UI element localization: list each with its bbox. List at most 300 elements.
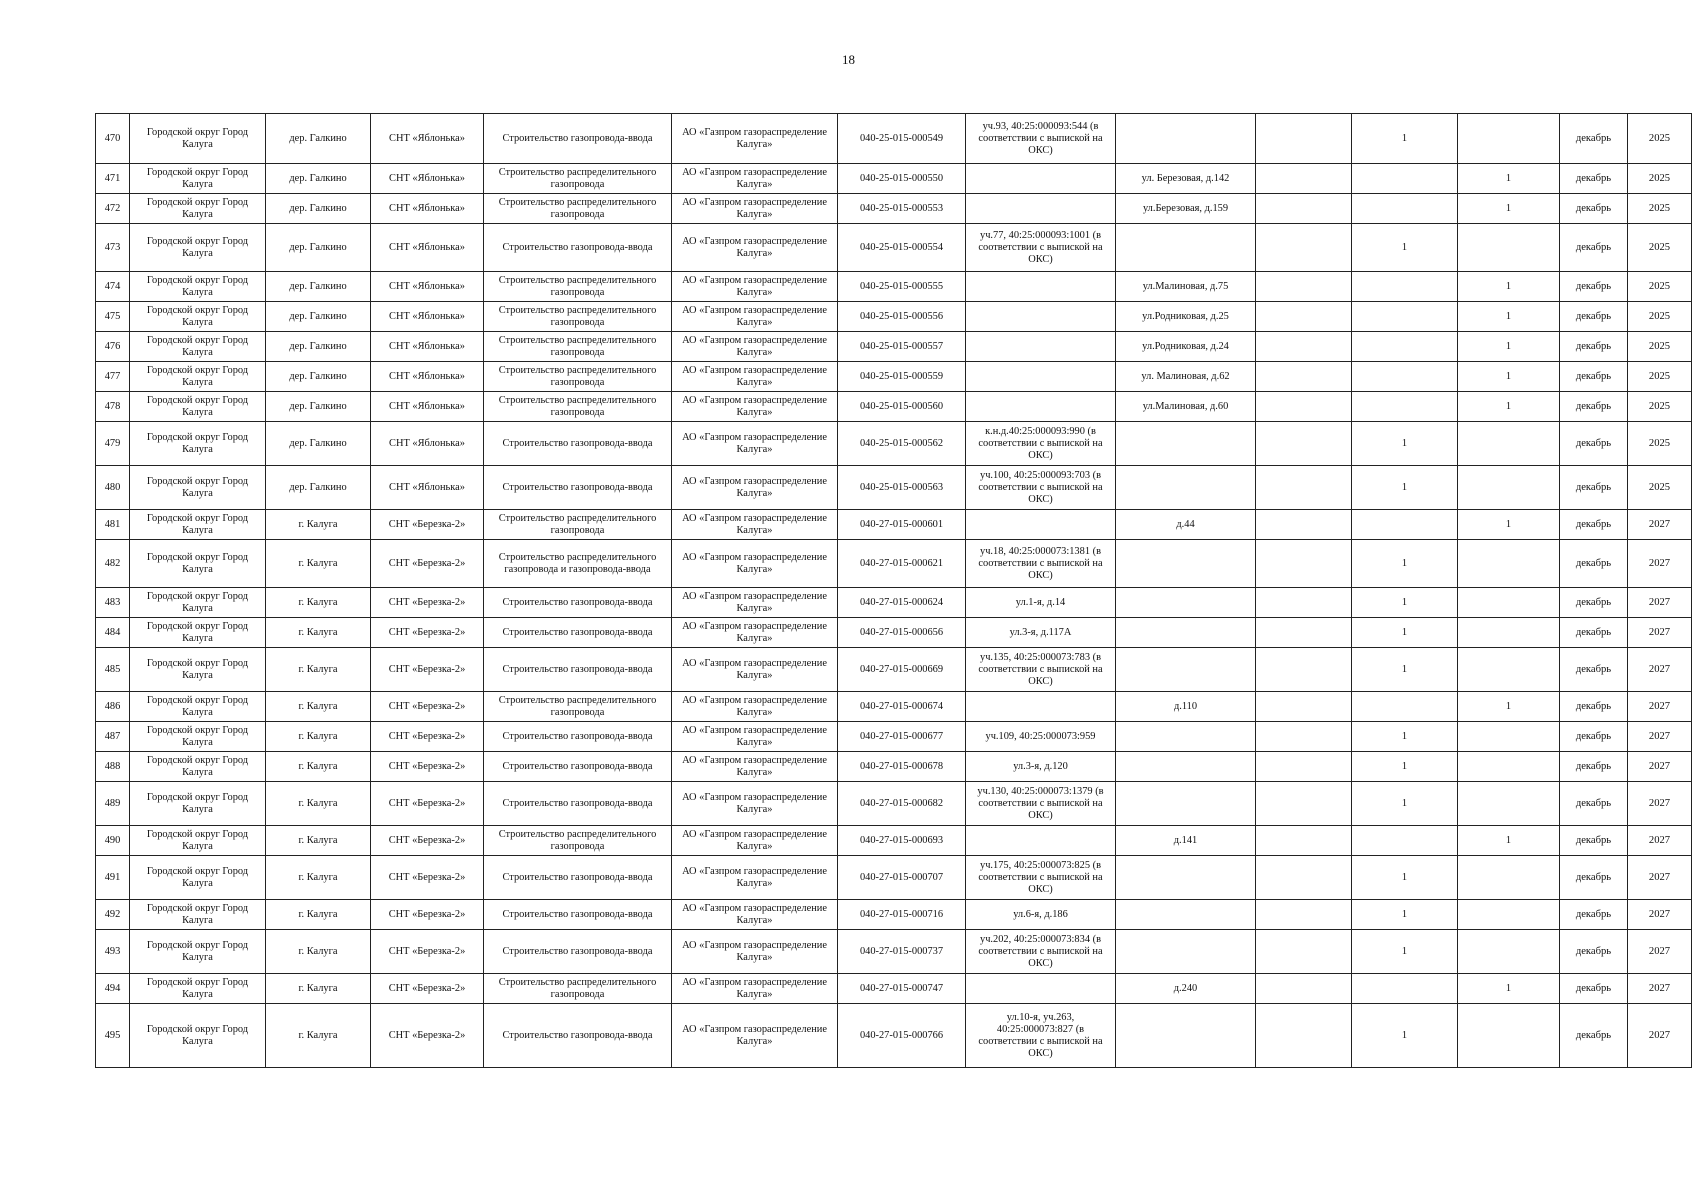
address-cell: ул. Березовая, д.142 <box>1116 164 1256 194</box>
object-code-cell: 040-27-015-000674 <box>838 692 966 722</box>
column-11-cell <box>1352 392 1458 422</box>
organization-cell: АО «Газпром газораспределение Калуга» <box>672 782 838 826</box>
column-10-cell <box>1256 362 1352 392</box>
district-cell: Городской округ Город Калуга <box>130 272 266 302</box>
object-code-cell: 040-27-015-000682 <box>838 782 966 826</box>
settlement-cell: СНТ «Яблонька» <box>371 422 484 466</box>
column-12-cell: 1 <box>1458 272 1560 302</box>
district-cell: Городской округ Город Калуга <box>130 194 266 224</box>
row-number: 491 <box>96 856 130 900</box>
table-row <box>96 114 1692 164</box>
district-cell: Городской округ Город Калуга <box>130 466 266 510</box>
column-12-cell: 1 <box>1458 974 1560 1004</box>
month-cell: декабрь <box>1560 974 1628 1004</box>
work-type-cell: Строительство газопровода-ввода <box>484 930 672 974</box>
plot-cell: ул.3-я, д.117А <box>966 618 1116 648</box>
organization-cell: АО «Газпром газораспределение Калуга» <box>672 392 838 422</box>
district-cell: Городской округ Город Калуга <box>130 302 266 332</box>
row-number: 492 <box>96 900 130 930</box>
object-code-cell: 040-25-015-000562 <box>838 422 966 466</box>
row-number: 487 <box>96 722 130 752</box>
table-row <box>96 900 1692 930</box>
month-cell: декабрь <box>1560 510 1628 540</box>
row-number: 483 <box>96 588 130 618</box>
table-row <box>96 332 1692 362</box>
month-cell: декабрь <box>1560 466 1628 510</box>
district-cell: Городской округ Город Калуга <box>130 692 266 722</box>
month-cell: декабрь <box>1560 900 1628 930</box>
row-number: 489 <box>96 782 130 826</box>
settlement-cell: СНТ «Березка-2» <box>371 692 484 722</box>
object-code-cell: 040-25-015-000563 <box>838 466 966 510</box>
column-10-cell <box>1256 164 1352 194</box>
organization-cell: АО «Газпром газораспределение Калуга» <box>672 194 838 224</box>
work-type-cell: Строительство распределительного газопровода и газопровода-ввода <box>484 540 672 588</box>
object-code-cell: 040-25-015-000555 <box>838 272 966 302</box>
address-cell: ул.Родниковая, д.24 <box>1116 332 1256 362</box>
column-11-cell: 1 <box>1352 900 1458 930</box>
district-cell: Городской округ Город Калуга <box>130 114 266 164</box>
column-11-cell <box>1352 164 1458 194</box>
work-type-cell: Строительство газопровода-ввода <box>484 900 672 930</box>
month-cell: декабрь <box>1560 272 1628 302</box>
district-cell: Городской округ Город Калуга <box>130 588 266 618</box>
year-cell: 2027 <box>1628 692 1692 722</box>
row-number: 470 <box>96 114 130 164</box>
month-cell: декабрь <box>1560 302 1628 332</box>
locality-cell: г. Калуга <box>266 856 371 900</box>
plot-cell: к.н.д.40:25:000093:990 (в соответствии с выпиской на ОКС) <box>966 422 1116 466</box>
column-12-cell <box>1458 540 1560 588</box>
month-cell: декабрь <box>1560 540 1628 588</box>
table-row <box>96 422 1692 466</box>
organization-cell: АО «Газпром газораспределение Калуга» <box>672 114 838 164</box>
organization-cell: АО «Газпром газораспределение Калуга» <box>672 648 838 692</box>
table-row <box>96 302 1692 332</box>
settlement-cell: СНТ «Березка-2» <box>371 618 484 648</box>
district-cell: Городской округ Город Калуга <box>130 826 266 856</box>
year-cell: 2027 <box>1628 1004 1692 1068</box>
year-cell: 2027 <box>1628 648 1692 692</box>
address-cell <box>1116 588 1256 618</box>
work-type-cell: Строительство распределительного газопровода <box>484 164 672 194</box>
object-code-cell: 040-25-015-000554 <box>838 224 966 272</box>
district-cell: Городской округ Город Калуга <box>130 648 266 692</box>
locality-cell: дер. Галкино <box>266 422 371 466</box>
work-type-cell: Строительство распределительного газопровода <box>484 302 672 332</box>
column-10-cell <box>1256 588 1352 618</box>
settlement-cell: СНТ «Березка-2» <box>371 648 484 692</box>
plot-cell: уч.93, 40:25:000093:544 (в соответствии с выпиской на ОКС) <box>966 114 1116 164</box>
table-row <box>96 782 1692 826</box>
address-cell <box>1116 224 1256 272</box>
column-12-cell <box>1458 900 1560 930</box>
address-cell <box>1116 782 1256 826</box>
column-11-cell: 1 <box>1352 588 1458 618</box>
month-cell: декабрь <box>1560 856 1628 900</box>
column-10-cell <box>1256 510 1352 540</box>
column-10-cell <box>1256 272 1352 302</box>
table-row <box>96 826 1692 856</box>
column-10-cell <box>1256 224 1352 272</box>
year-cell: 2027 <box>1628 618 1692 648</box>
column-11-cell: 1 <box>1352 540 1458 588</box>
settlement-cell: СНТ «Яблонька» <box>371 362 484 392</box>
work-type-cell: Строительство газопровода-ввода <box>484 466 672 510</box>
month-cell: декабрь <box>1560 392 1628 422</box>
month-cell: декабрь <box>1560 224 1628 272</box>
object-code-cell: 040-27-015-000621 <box>838 540 966 588</box>
year-cell: 2025 <box>1628 224 1692 272</box>
column-10-cell <box>1256 114 1352 164</box>
address-cell <box>1116 1004 1256 1068</box>
row-number: 495 <box>96 1004 130 1068</box>
work-type-cell: Строительство распределительного газопровода <box>484 392 672 422</box>
address-cell: д.240 <box>1116 974 1256 1004</box>
month-cell: декабрь <box>1560 1004 1628 1068</box>
object-code-cell: 040-27-015-000678 <box>838 752 966 782</box>
district-cell: Городской округ Город Калуга <box>130 332 266 362</box>
row-number: 471 <box>96 164 130 194</box>
column-12-cell <box>1458 224 1560 272</box>
column-10-cell <box>1256 930 1352 974</box>
column-12-cell: 1 <box>1458 302 1560 332</box>
address-cell <box>1116 648 1256 692</box>
organization-cell: АО «Газпром газораспределение Калуга» <box>672 588 838 618</box>
plot-cell: уч.77, 40:25:000093:1001 (в соответствии с выпиской на ОКС) <box>966 224 1116 272</box>
column-11-cell <box>1352 272 1458 302</box>
district-cell: Городской округ Город Калуга <box>130 900 266 930</box>
table-row <box>96 466 1692 510</box>
locality-cell: дер. Галкино <box>266 194 371 224</box>
work-type-cell: Строительство газопровода-ввода <box>484 618 672 648</box>
row-number: 473 <box>96 224 130 272</box>
settlement-cell: СНТ «Березка-2» <box>371 752 484 782</box>
row-number: 472 <box>96 194 130 224</box>
object-code-cell: 040-27-015-000677 <box>838 722 966 752</box>
district-cell: Городской округ Город Калуга <box>130 422 266 466</box>
column-12-cell <box>1458 930 1560 974</box>
table-row <box>96 510 1692 540</box>
month-cell: декабрь <box>1560 362 1628 392</box>
organization-cell: АО «Газпром газораспределение Калуга» <box>672 422 838 466</box>
column-10-cell <box>1256 392 1352 422</box>
plot-cell: уч.109, 40:25:000073:959 <box>966 722 1116 752</box>
plot-cell <box>966 392 1116 422</box>
plot-cell <box>966 194 1116 224</box>
organization-cell: АО «Газпром газораспределение Калуга» <box>672 540 838 588</box>
year-cell: 2025 <box>1628 422 1692 466</box>
month-cell: декабрь <box>1560 648 1628 692</box>
table-row <box>96 618 1692 648</box>
address-cell <box>1116 466 1256 510</box>
organization-cell: АО «Газпром газораспределение Калуга» <box>672 826 838 856</box>
month-cell: декабрь <box>1560 752 1628 782</box>
work-type-cell: Строительство распределительного газопровода <box>484 362 672 392</box>
plot-cell: ул.1-я, д.14 <box>966 588 1116 618</box>
district-cell: Городской округ Город Калуга <box>130 782 266 826</box>
district-cell: Городской округ Город Калуга <box>130 618 266 648</box>
plot-cell: уч.135, 40:25:000073:783 (в соответствии с выпиской на ОКС) <box>966 648 1116 692</box>
year-cell: 2025 <box>1628 332 1692 362</box>
column-12-cell <box>1458 856 1560 900</box>
locality-cell: г. Калуга <box>266 930 371 974</box>
year-cell: 2027 <box>1628 588 1692 618</box>
year-cell: 2027 <box>1628 900 1692 930</box>
object-code-cell: 040-25-015-000553 <box>838 194 966 224</box>
settlement-cell: СНТ «Березка-2» <box>371 540 484 588</box>
settlement-cell: СНТ «Березка-2» <box>371 826 484 856</box>
object-code-cell: 040-25-015-000556 <box>838 302 966 332</box>
register-table <box>95 113 1692 1068</box>
object-code-cell: 040-25-015-000559 <box>838 362 966 392</box>
month-cell: декабрь <box>1560 422 1628 466</box>
district-cell: Городской округ Город Калуга <box>130 510 266 540</box>
address-cell <box>1116 618 1256 648</box>
district-cell: Городской округ Город Калуга <box>130 164 266 194</box>
organization-cell: АО «Газпром газораспределение Калуга» <box>672 510 838 540</box>
column-10-cell <box>1256 194 1352 224</box>
settlement-cell: СНТ «Яблонька» <box>371 466 484 510</box>
table-row <box>96 722 1692 752</box>
row-number: 477 <box>96 362 130 392</box>
column-11-cell <box>1352 302 1458 332</box>
plot-cell: уч.202, 40:25:000073:834 (в соответствии с выпиской на ОКС) <box>966 930 1116 974</box>
column-11-cell <box>1352 332 1458 362</box>
year-cell: 2027 <box>1628 752 1692 782</box>
table-row <box>96 272 1692 302</box>
year-cell: 2025 <box>1628 194 1692 224</box>
locality-cell: дер. Галкино <box>266 466 371 510</box>
column-10-cell <box>1256 302 1352 332</box>
column-10-cell <box>1256 692 1352 722</box>
organization-cell: АО «Газпром газораспределение Калуга» <box>672 272 838 302</box>
settlement-cell: СНТ «Березка-2» <box>371 510 484 540</box>
locality-cell: г. Калуга <box>266 722 371 752</box>
column-10-cell <box>1256 618 1352 648</box>
locality-cell: дер. Галкино <box>266 272 371 302</box>
column-11-cell <box>1352 974 1458 1004</box>
table-row <box>96 362 1692 392</box>
organization-cell: АО «Газпром газораспределение Калуга» <box>672 466 838 510</box>
column-11-cell <box>1352 692 1458 722</box>
column-10-cell <box>1256 752 1352 782</box>
district-cell: Городской округ Город Калуга <box>130 722 266 752</box>
address-cell: д.44 <box>1116 510 1256 540</box>
locality-cell: дер. Галкино <box>266 114 371 164</box>
year-cell: 2025 <box>1628 392 1692 422</box>
work-type-cell: Строительство газопровода-ввода <box>484 752 672 782</box>
table-row <box>96 752 1692 782</box>
work-type-cell: Строительство газопровода-ввода <box>484 422 672 466</box>
district-cell: Городской округ Город Калуга <box>130 540 266 588</box>
row-number: 474 <box>96 272 130 302</box>
object-code-cell: 040-27-015-000737 <box>838 930 966 974</box>
page-number: 18 <box>842 52 855 67</box>
settlement-cell: СНТ «Яблонька» <box>371 114 484 164</box>
column-12-cell <box>1458 466 1560 510</box>
column-11-cell: 1 <box>1352 114 1458 164</box>
settlement-cell: СНТ «Яблонька» <box>371 164 484 194</box>
object-code-cell: 040-25-015-000560 <box>838 392 966 422</box>
district-cell: Городской округ Город Калуга <box>130 1004 266 1068</box>
work-type-cell: Строительство распределительного газопровода <box>484 510 672 540</box>
organization-cell: АО «Газпром газораспределение Калуга» <box>672 900 838 930</box>
locality-cell: дер. Галкино <box>266 302 371 332</box>
plot-cell <box>966 272 1116 302</box>
column-12-cell <box>1458 1004 1560 1068</box>
column-12-cell <box>1458 752 1560 782</box>
locality-cell: дер. Галкино <box>266 392 371 422</box>
object-code-cell: 040-27-015-000669 <box>838 648 966 692</box>
column-12-cell: 1 <box>1458 332 1560 362</box>
year-cell: 2025 <box>1628 272 1692 302</box>
address-cell: ул.Родниковая, д.25 <box>1116 302 1256 332</box>
settlement-cell: СНТ «Яблонька» <box>371 272 484 302</box>
month-cell: декабрь <box>1560 164 1628 194</box>
year-cell: 2027 <box>1628 782 1692 826</box>
address-cell <box>1116 540 1256 588</box>
organization-cell: АО «Газпром газораспределение Калуга» <box>672 332 838 362</box>
address-cell <box>1116 856 1256 900</box>
object-code-cell: 040-27-015-000747 <box>838 974 966 1004</box>
organization-cell: АО «Газпром газораспределение Калуга» <box>672 1004 838 1068</box>
organization-cell: АО «Газпром газораспределение Калуга» <box>672 856 838 900</box>
column-10-cell <box>1256 722 1352 752</box>
organization-cell: АО «Газпром газораспределение Калуга» <box>672 362 838 392</box>
plot-cell: уч.130, 40:25:000073:1379 (в соответствии с выпиской на ОКС) <box>966 782 1116 826</box>
settlement-cell: СНТ «Яблонька» <box>371 302 484 332</box>
organization-cell: АО «Газпром газораспределение Калуга» <box>672 752 838 782</box>
plot-cell <box>966 164 1116 194</box>
column-11-cell: 1 <box>1352 752 1458 782</box>
column-12-cell: 1 <box>1458 826 1560 856</box>
column-12-cell: 1 <box>1458 392 1560 422</box>
district-cell: Городской округ Город Калуга <box>130 362 266 392</box>
column-10-cell <box>1256 856 1352 900</box>
locality-cell: г. Калуга <box>266 648 371 692</box>
work-type-cell: Строительство газопровода-ввода <box>484 1004 672 1068</box>
row-number: 476 <box>96 332 130 362</box>
work-type-cell: Строительство газопровода-ввода <box>484 588 672 618</box>
locality-cell: г. Калуга <box>266 1004 371 1068</box>
year-cell: 2027 <box>1628 930 1692 974</box>
address-cell: ул. Малиновая, д.62 <box>1116 362 1256 392</box>
address-cell <box>1116 752 1256 782</box>
table-row <box>96 648 1692 692</box>
year-cell: 2027 <box>1628 856 1692 900</box>
address-cell <box>1116 722 1256 752</box>
address-cell <box>1116 422 1256 466</box>
settlement-cell: СНТ «Березка-2» <box>371 856 484 900</box>
table-row <box>96 194 1692 224</box>
month-cell: декабрь <box>1560 826 1628 856</box>
plot-cell: ул.10-я, уч.263, 40:25:000073:827 (в соответствии с выпиской на ОКС) <box>966 1004 1116 1068</box>
year-cell: 2027 <box>1628 974 1692 1004</box>
column-11-cell: 1 <box>1352 618 1458 648</box>
object-code-cell: 040-25-015-000557 <box>838 332 966 362</box>
row-number: 490 <box>96 826 130 856</box>
row-number: 482 <box>96 540 130 588</box>
settlement-cell: СНТ «Березка-2» <box>371 588 484 618</box>
organization-cell: АО «Газпром газораспределение Калуга» <box>672 302 838 332</box>
table-row <box>96 540 1692 588</box>
row-number: 479 <box>96 422 130 466</box>
table-row <box>96 692 1692 722</box>
column-11-cell <box>1352 362 1458 392</box>
work-type-cell: Строительство газопровода-ввода <box>484 782 672 826</box>
column-12-cell: 1 <box>1458 510 1560 540</box>
table-row <box>96 974 1692 1004</box>
organization-cell: АО «Газпром газораспределение Калуга» <box>672 722 838 752</box>
table-row <box>96 392 1692 422</box>
column-12-cell <box>1458 422 1560 466</box>
year-cell: 2025 <box>1628 466 1692 510</box>
plot-cell <box>966 510 1116 540</box>
column-12-cell <box>1458 588 1560 618</box>
plot-cell <box>966 332 1116 362</box>
month-cell: декабрь <box>1560 692 1628 722</box>
row-number: 488 <box>96 752 130 782</box>
plot-cell: уч.18, 40:25:000073:1381 (в соответствии с выпиской на ОКС) <box>966 540 1116 588</box>
object-code-cell: 040-25-015-000549 <box>838 114 966 164</box>
column-12-cell <box>1458 782 1560 826</box>
table-row <box>96 224 1692 272</box>
settlement-cell: СНТ «Яблонька» <box>371 194 484 224</box>
organization-cell: АО «Газпром газораспределение Калуга» <box>672 930 838 974</box>
plot-cell <box>966 362 1116 392</box>
table-row <box>96 856 1692 900</box>
work-type-cell: Строительство газопровода-ввода <box>484 648 672 692</box>
column-11-cell <box>1352 194 1458 224</box>
year-cell: 2027 <box>1628 722 1692 752</box>
row-number: 481 <box>96 510 130 540</box>
month-cell: декабрь <box>1560 332 1628 362</box>
column-12-cell: 1 <box>1458 164 1560 194</box>
plot-cell <box>966 974 1116 1004</box>
locality-cell: дер. Галкино <box>266 164 371 194</box>
column-10-cell <box>1256 466 1352 510</box>
district-cell: Городской округ Город Калуга <box>130 974 266 1004</box>
year-cell: 2025 <box>1628 164 1692 194</box>
column-11-cell: 1 <box>1352 422 1458 466</box>
year-cell: 2025 <box>1628 114 1692 164</box>
month-cell: декабрь <box>1560 722 1628 752</box>
locality-cell: г. Калуга <box>266 540 371 588</box>
district-cell: Городской округ Город Калуга <box>130 856 266 900</box>
month-cell: декабрь <box>1560 930 1628 974</box>
address-cell: ул.Малиновая, д.60 <box>1116 392 1256 422</box>
settlement-cell: СНТ «Березка-2» <box>371 722 484 752</box>
month-cell: декабрь <box>1560 782 1628 826</box>
column-11-cell: 1 <box>1352 648 1458 692</box>
plot-cell: ул.6-я, д.186 <box>966 900 1116 930</box>
settlement-cell: СНТ «Яблонька» <box>371 332 484 362</box>
locality-cell: г. Калуга <box>266 692 371 722</box>
row-number: 475 <box>96 302 130 332</box>
locality-cell: г. Калуга <box>266 826 371 856</box>
locality-cell: г. Калуга <box>266 782 371 826</box>
object-code-cell: 040-25-015-000550 <box>838 164 966 194</box>
year-cell: 2025 <box>1628 362 1692 392</box>
column-11-cell: 1 <box>1352 224 1458 272</box>
organization-cell: АО «Газпром газораспределение Калуга» <box>672 618 838 648</box>
column-10-cell <box>1256 422 1352 466</box>
settlement-cell: СНТ «Березка-2» <box>371 974 484 1004</box>
column-10-cell <box>1256 782 1352 826</box>
locality-cell: дер. Галкино <box>266 224 371 272</box>
row-number: 484 <box>96 618 130 648</box>
